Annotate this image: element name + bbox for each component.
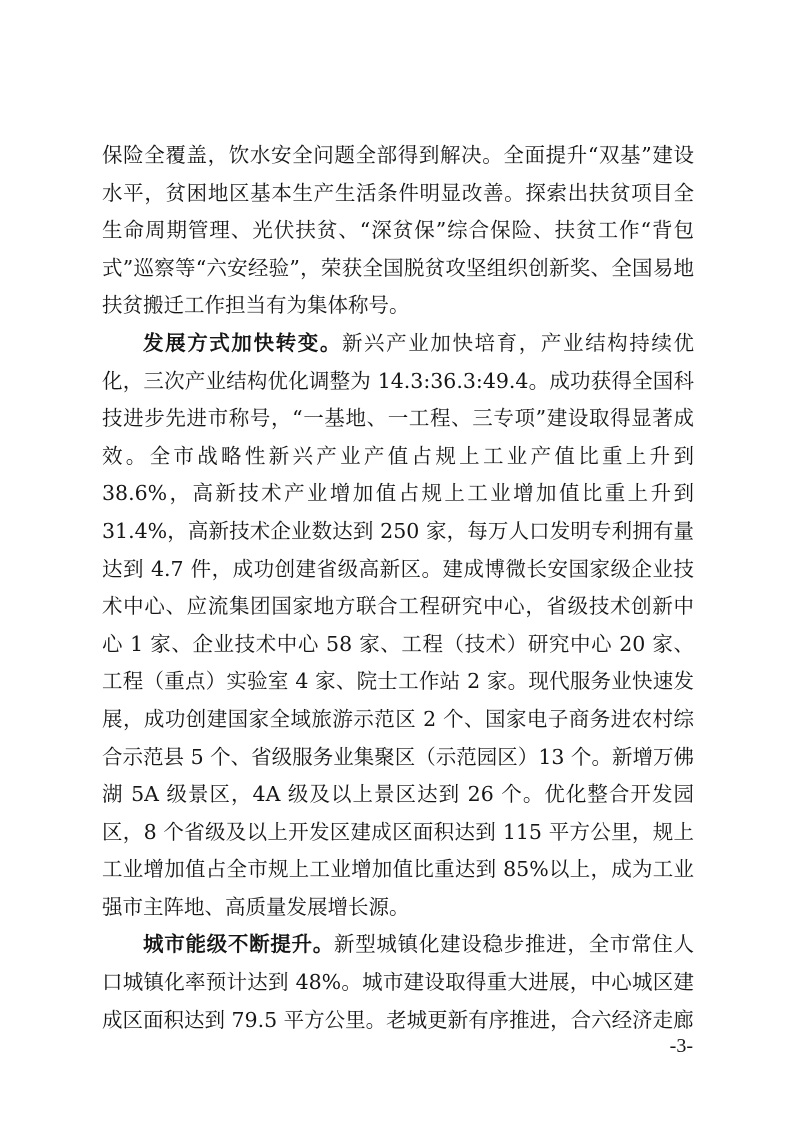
- paragraph-heading: 发展方式加快转变。: [143, 330, 342, 355]
- paragraph-text: 新兴产业加快培育，产业结构持续优化，三次产业结构优化调整为 14.3:36.3:49.4。成功获得全国科技进步先进市称号，“一基地、一工程、三专项”建设取得显著成效。全市战略性新兴产业产值占规上工业产值比重上升到 38.6%，高新技术产业增加值占规上工业增加值比重上升到 31.4%，高新技术企业数达到 250 家，每万人口发明专利拥有量达到 4.7 件，成功创建省级高新区。建成博微长安国家级企业技术中心、应流集团国家地方联合工程研究中心，省级技术创新中心 1 家、企业技术中心 58 家、工程（技术）研究中心 20 家、工程（重点）实验室 4 家、院士工作站 2 家。现代服务业快速发展，成功创建国家全域旅游示范区 2 个、国家电子商务进农村综合示范县 5 个、省级服务业集聚区（示范园区）13 个。新增万佛湖 5A 级景区，4A 级及以上景区达到 26 个。优化整合开发园区，8 个省级及以上开发区建成区面积达到 115 平方公里，规上工业增加值占全市规上工业增加值比重达到 85%以上，成为工业强市主阵地、高质量发展增长源。: [102, 330, 694, 919]
- body-text: [102, 137, 694, 1039]
- page-number: -3-: [669, 1035, 693, 1057]
- paragraph-text: 新型城镇化建设稳步推进，全市常住人口城镇化率预计达到 48%。城市建设取得重大进展，中心城区建成区面积达到 79.5 平方公里。老城更新有序推进，合六经济走廊: [102, 932, 695, 1032]
- paragraph-heading: 城市能级不断提升。: [143, 932, 334, 957]
- paragraph-poverty-alleviation: [102, 137, 694, 325]
- paragraph-development-mode: [102, 325, 694, 927]
- paragraph-text: 保险全覆盖，饮水安全问题全部得到解决。全面提升“双基”建设水平，贫困地区基本生产生活条件明显改善。探索出扶贫项目全生命周期管理、光伏扶贫、“深贫保”综合保险、扶贫工作“背包式”巡察等“六安经验”，荣获全国脱贫攻坚组织创新奖、全国易地扶贫搬迁工作担当有为集体称号。: [102, 143, 694, 318]
- paragraph-city-level: [102, 926, 694, 1039]
